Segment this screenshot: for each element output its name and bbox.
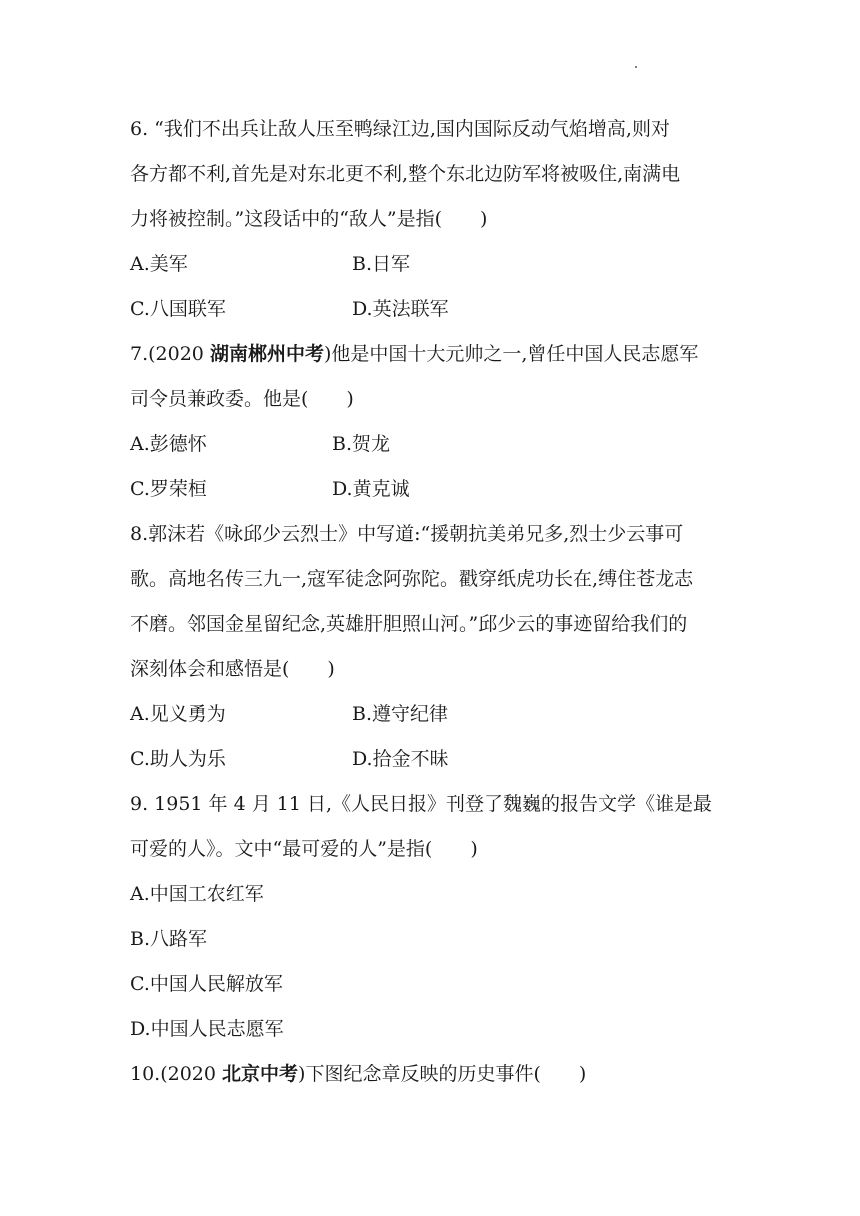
q10-line-1 xyxy=(130,1062,750,1086)
q6-line-2: 各方都不利,首先是对东北更不利,整个东北边防军将被吸住,南满电 xyxy=(130,163,681,185)
q6-option-a: A.美军 xyxy=(130,253,188,275)
q9-line-2: 可爱的人》。文中“最可爱的人”是指( ) xyxy=(130,838,478,860)
q10-prefix: 10.(2020 xyxy=(130,1063,223,1085)
q9-line-1: 9. 1951 年 4 月 11 日,《人民日报》刊登了魏巍的报告文学《谁是最 xyxy=(130,793,713,815)
q8-line-2: 歌。高地名传三九一,寇军徒念阿弥陀。戳穿纸虎功长在,缚住苍龙志 xyxy=(130,568,694,590)
q7-option-c: C.罗荣桓 xyxy=(130,478,207,500)
q9-option-c: C.中国人民解放军 xyxy=(130,973,283,995)
q8-option-d: D.拾金不昧 xyxy=(352,748,449,770)
q8-option-b: B.遵守纪律 xyxy=(352,703,449,725)
q8-line-3: 不磨。邻国金星留纪念,英雄肝胆照山河。”邱少云的事迹留给我们的 xyxy=(130,613,688,635)
q7-prefix: 7.(2020 xyxy=(130,343,210,365)
q7-source: 湖南郴州中考 xyxy=(209,343,324,365)
q6-option-b: B.日军 xyxy=(352,253,411,275)
q8-option-a: A.见义勇为 xyxy=(130,703,226,725)
q9-option-b: B.八路军 xyxy=(130,928,208,950)
q7-option-a: A.彭德怀 xyxy=(130,433,207,455)
q8-line-4: 深刻体会和感悟是( ) xyxy=(130,658,335,680)
q7-option-d: D.黄克诚 xyxy=(332,478,410,500)
q6-line-3: 力将被控制。”这段话中的“敌人”是指( ) xyxy=(130,208,488,230)
q7-line-1 xyxy=(130,342,750,366)
q6-option-d: D.英法联军 xyxy=(352,298,449,320)
q7-option-b: B.贺龙 xyxy=(332,433,391,455)
q9-option-d: D.中国人民志愿军 xyxy=(130,1018,284,1040)
page-mark xyxy=(635,66,637,68)
q8-option-c: C.助人为乐 xyxy=(130,748,226,770)
q6-option-c: C.八国联军 xyxy=(130,298,226,320)
q7-line-2: 司令员兼政委。他是( ) xyxy=(130,388,354,410)
q7-rest: )他是中国十大元帅之一,曾任中国人民志愿军 xyxy=(323,343,699,365)
q10-source: 北京中考 xyxy=(222,1063,299,1085)
q10-rest: )下图纪念章反映的历史事件( ) xyxy=(298,1063,587,1085)
q8-line-1: 8.郭沫若《咏邱少云烈士》中写道:“援朝抗美弟兄多,烈士少云事可 xyxy=(130,523,684,545)
q9-option-a: A.中国工农红军 xyxy=(130,883,264,905)
q6-line-1: 6. “我们不出兵让敌人压至鸭绿江边,国内国际反动气焰增高,则对 xyxy=(130,118,670,140)
